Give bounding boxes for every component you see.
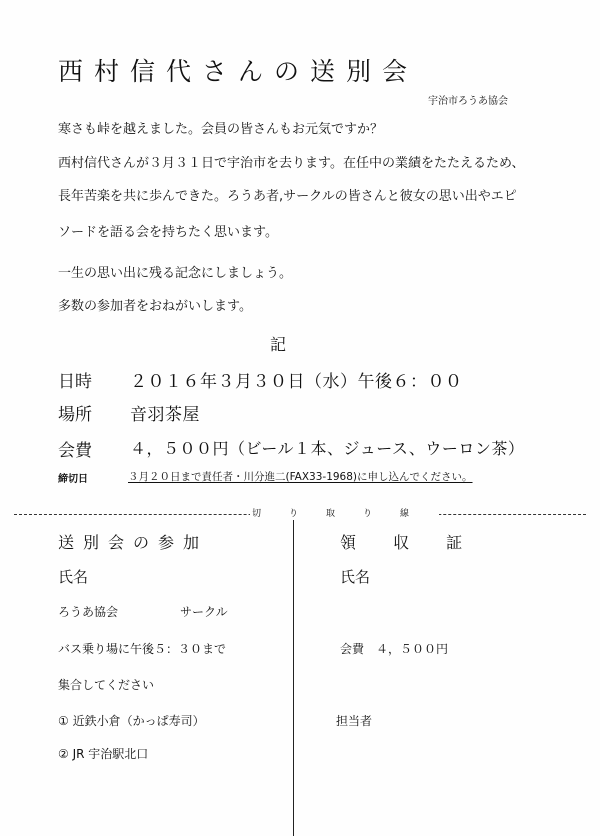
- paragraph-line: 長年苦楽を共に歩んできた。ろうあ者,サークルの皆さんと彼女の思い出やエピ: [58, 189, 517, 204]
- bus-instruction-cont: 集合してください: [58, 678, 155, 692]
- place-label: 場所: [58, 405, 92, 425]
- paragraph-line: 寒さも峠を越えました。会員の皆さんもお元気ですか？: [58, 122, 384, 137]
- circle-option: サークル: [180, 605, 228, 619]
- paragraph-line: 多数の参加者をおねがいします。: [58, 299, 252, 314]
- paragraph-line: 一生の思い出に残る記念にしましょう。: [58, 266, 293, 281]
- cut-line-label: 切り取り線: [250, 506, 439, 519]
- page-title: 西村信代さんの送別会: [58, 57, 419, 86]
- receipt-heading: 領 収 証: [340, 533, 479, 552]
- paragraph-line: ソードを語る会を持ちたく思います。: [58, 225, 278, 240]
- fee-value: ４，５００円（ビール１本、ジュース、ウーロン茶）: [130, 439, 525, 458]
- datetime-value: ２０１６年３月３０日（水）午後６：００: [130, 372, 463, 392]
- deadline-value: ３月２０日まで責任者・川分進二(FAX33-1968)に申し込んでください。: [128, 471, 473, 483]
- participant-name-label: 氏名: [58, 568, 89, 586]
- organizer-name: 宇治市ろうあ協会: [428, 96, 508, 107]
- participation-heading: 送別会の参加: [58, 533, 209, 552]
- receipt-person-label: 担当者: [336, 714, 373, 728]
- bus-stop-1: ① 近鉄小倉（かっぱ寿司）: [58, 714, 205, 728]
- receipt-name-label: 氏名: [340, 568, 371, 586]
- deadline-label: 締切日: [58, 474, 88, 485]
- datetime-label: 日時: [58, 372, 92, 392]
- association-option: ろうあ協会: [58, 605, 119, 619]
- paragraph-line: 西村信代さんが３月３１日で宇治市を去ります。在任中の業績をたたえるため、: [58, 156, 525, 171]
- fee-label: 会費: [58, 441, 92, 461]
- receipt-fee: 会費 ４，５００円: [340, 642, 449, 656]
- ki-heading: 記: [270, 335, 287, 354]
- form-divider: [293, 520, 294, 836]
- place-value: 音羽茶屋: [130, 405, 200, 425]
- bus-instruction: バス乗り場に午後５：３０まで: [58, 642, 227, 656]
- bus-stop-2: ② JR 宇治駅北口: [58, 747, 149, 761]
